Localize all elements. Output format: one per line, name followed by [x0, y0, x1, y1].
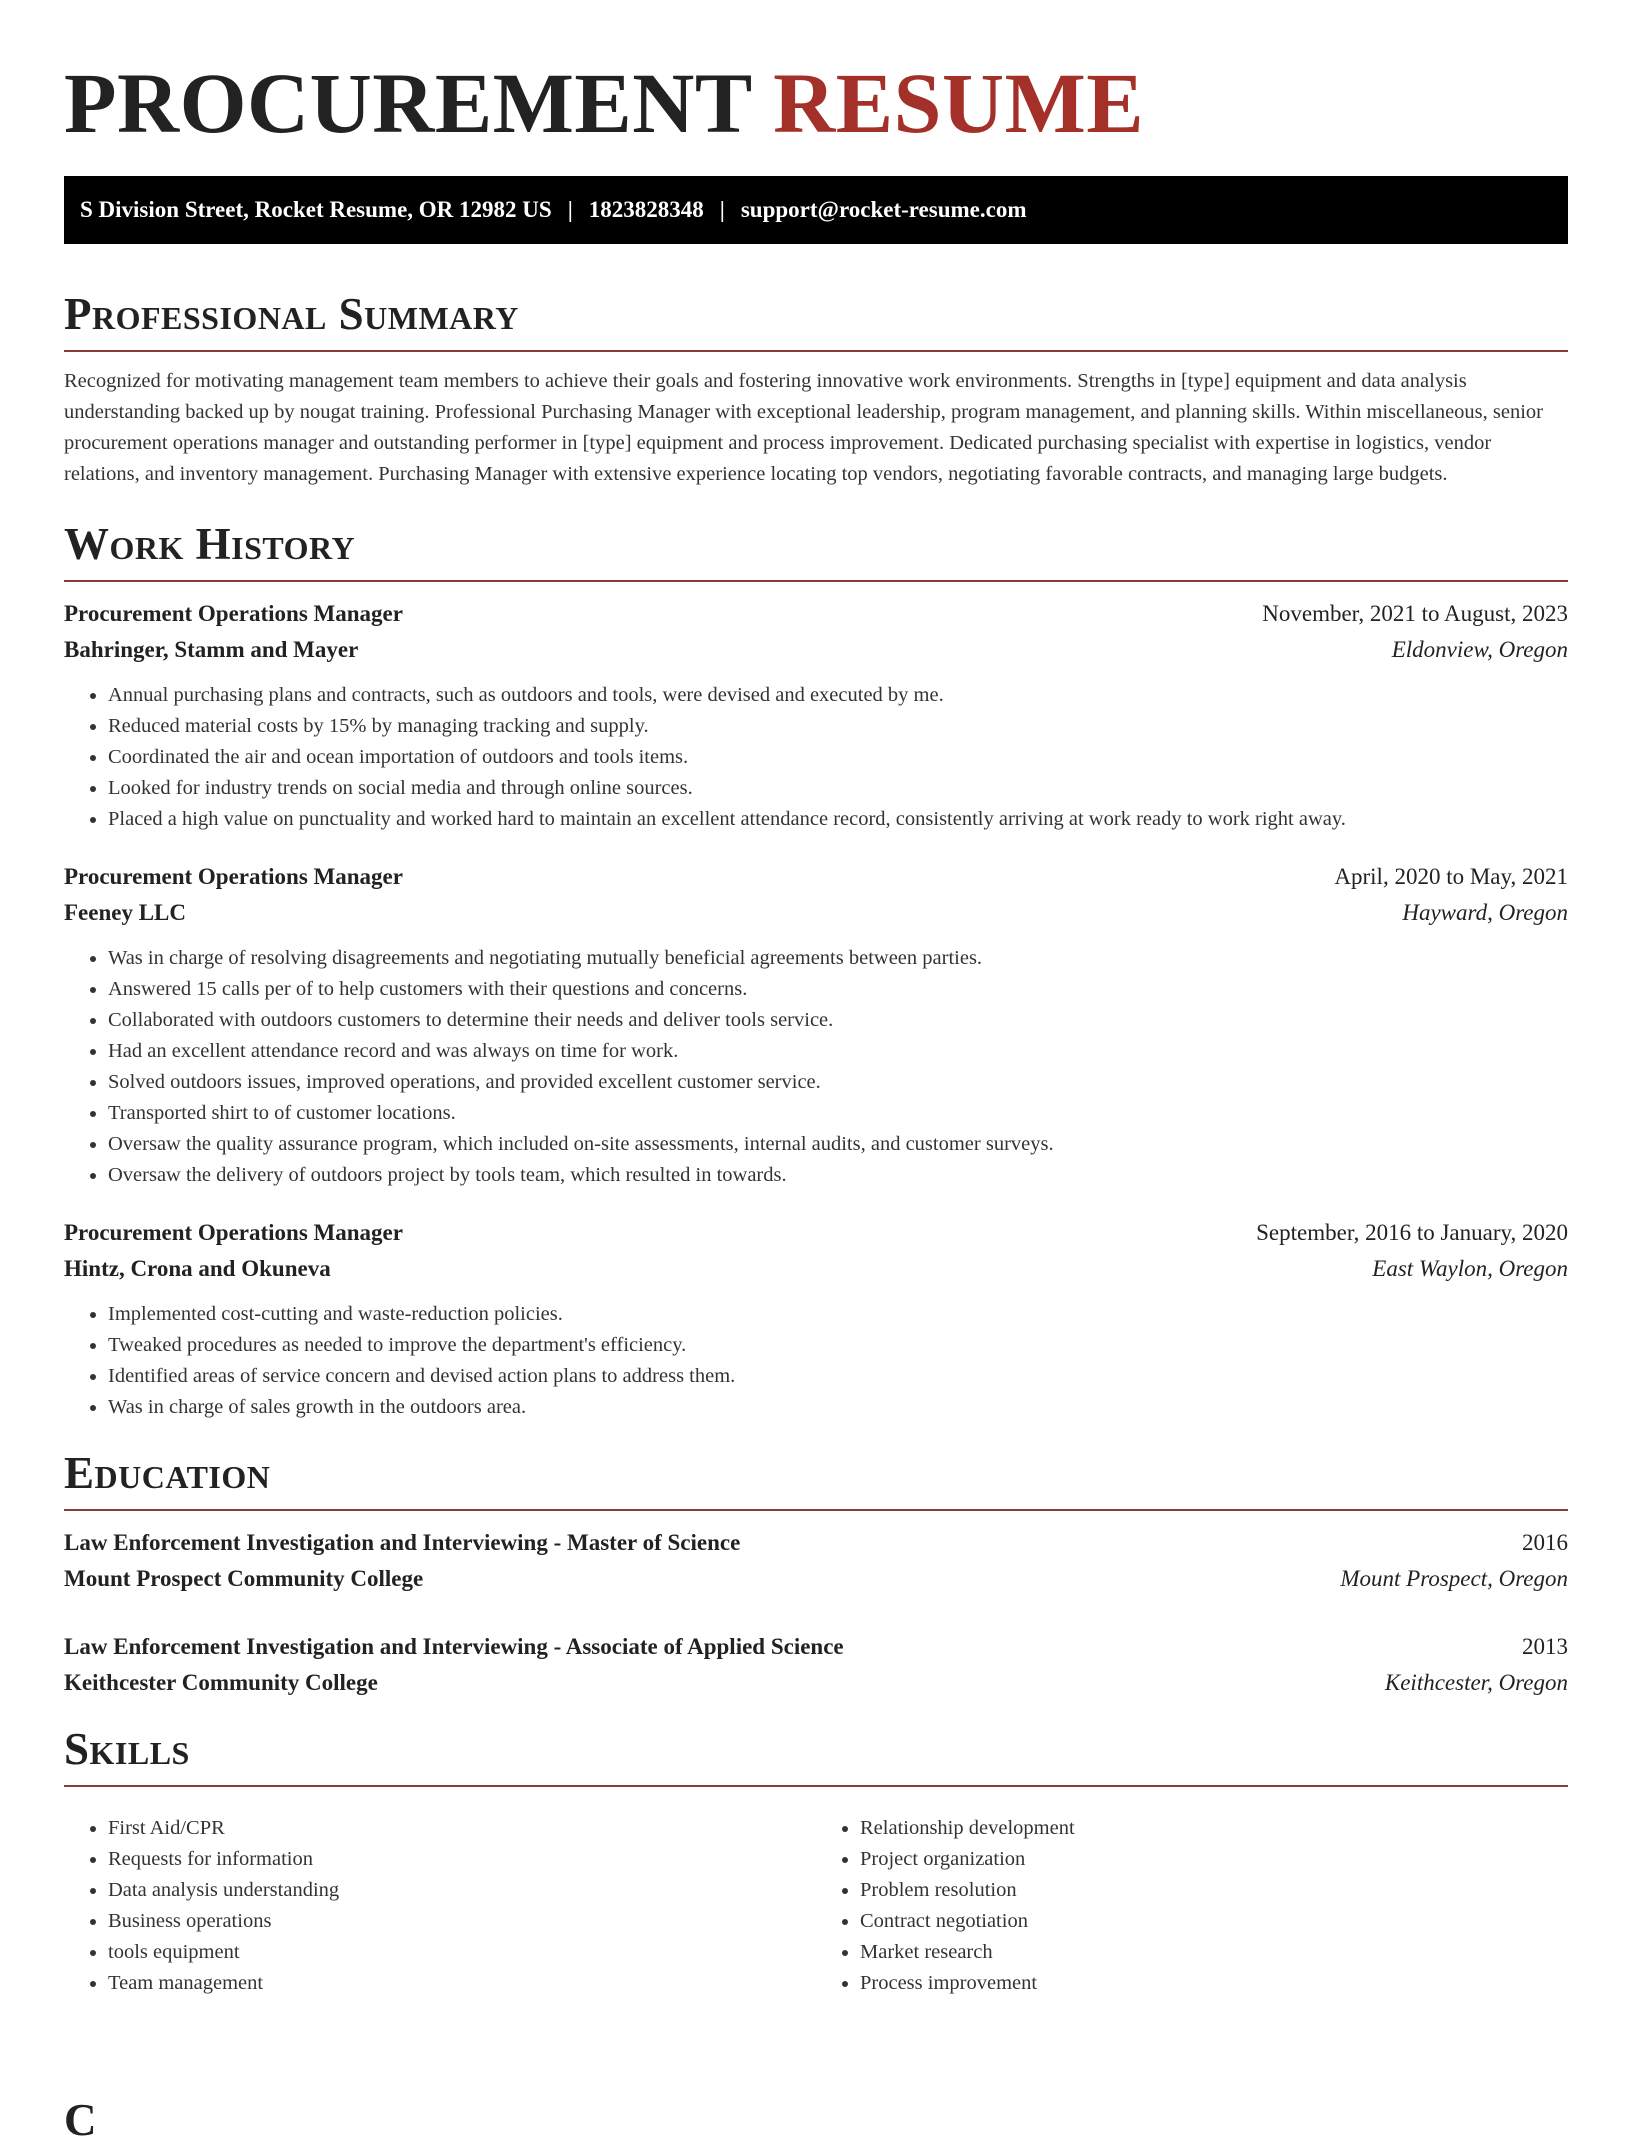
- education-entry: [64, 1525, 1568, 1597]
- education-school: Mount Prospect Community College: [64, 1566, 424, 1591]
- skills-section: [64, 1723, 1568, 1999]
- job-bullet: • Solved outdoors issues, improved operations, and provided excellent customer service.: [108, 1067, 1568, 1098]
- job-header-row: [64, 596, 1568, 632]
- job-bullet: • Oversaw the quality assurance program, which included on-site assessments, internal audits, and customer surveys.: [108, 1129, 1568, 1160]
- job-entry: [64, 1215, 1568, 1423]
- job-title: Procurement Operations Manager: [64, 864, 403, 889]
- section-divider: [64, 580, 1568, 582]
- education-degree-row: [64, 1525, 1568, 1561]
- job-bullet: • Identified areas of service concern and devised action plans to address them.: [108, 1361, 1568, 1392]
- job-bullet: • Annual purchasing plans and contracts, such as outdoors and tools, were devised and executed by me.: [108, 680, 1568, 711]
- job-dates: September, 2016 to January, 2020: [1256, 1220, 1568, 1245]
- job-location: Hayward, Oregon: [1402, 900, 1568, 925]
- skills-columns: [64, 1801, 1568, 1999]
- skill-item: • First Aid/CPR: [108, 1813, 816, 1844]
- job-company: Bahringer, Stamm and Mayer: [64, 637, 359, 662]
- skill-item: • tools equipment: [108, 1937, 816, 1968]
- job-bullet: • Tweaked procedures as needed to improve the department's efficiency.: [108, 1330, 1568, 1361]
- job-bullet: • Reduced material costs by 15% by managing tracking and supply.: [108, 711, 1568, 742]
- job-bullet: • Transported shirt to of customer locations.: [108, 1098, 1568, 1129]
- contact-separator: |: [719, 197, 725, 222]
- skill-item: • Business operations: [108, 1906, 816, 1937]
- job-bullet: • Had an excellent attendance record and was always on time for work.: [108, 1036, 1568, 1067]
- contact-phone: 1823828348: [588, 197, 704, 222]
- job-bullet: • Was in charge of sales growth in the outdoors area.: [108, 1392, 1568, 1423]
- job-entry: [64, 596, 1568, 835]
- job-bullets: [64, 1299, 1568, 1423]
- education-school: Keithcester Community College: [64, 1670, 378, 1695]
- job-entry: [64, 859, 1568, 1191]
- resume-title: [64, 0, 1568, 151]
- skill-item: • Team management: [108, 1968, 816, 1999]
- job-header-row: [64, 1215, 1568, 1251]
- job-bullet: • Implemented cost-cutting and waste-reduction policies.: [108, 1299, 1568, 1330]
- education-degree: Law Enforcement Investigation and Interviewing - Master of Science: [64, 1530, 741, 1555]
- education-year: 2013: [1522, 1634, 1568, 1659]
- education-section: [64, 1447, 1568, 1701]
- contact-bar: [64, 176, 1568, 244]
- work-history-section: [64, 518, 1568, 1423]
- skill-item: • Data analysis understanding: [108, 1875, 816, 1906]
- job-bullets: [64, 680, 1568, 835]
- skills-heading: Skills: [64, 1724, 190, 1774]
- education-location: Keithcester, Oregon: [1384, 1670, 1568, 1695]
- job-bullet: • Placed a high value on punctuality and worked hard to maintain an excellent attendance record, consistently arriving at work ready to work right away.: [108, 804, 1568, 835]
- skills-list-right: [816, 1813, 1568, 1999]
- skill-item: • Problem resolution: [860, 1875, 1568, 1906]
- skill-item: • Contract negotiation: [860, 1906, 1568, 1937]
- education-degree: Law Enforcement Investigation and Interviewing - Associate of Applied Science: [64, 1634, 844, 1659]
- skill-item: • Requests for information: [108, 1844, 816, 1875]
- contact-address: S Division Street, Rocket Resume, OR 12982 US: [80, 197, 552, 222]
- job-company-row: [64, 895, 1568, 931]
- job-bullets: [64, 943, 1568, 1191]
- job-company: Feeney LLC: [64, 900, 187, 925]
- skill-item: • Relationship development: [860, 1813, 1568, 1844]
- job-dates: April, 2020 to May, 2021: [1334, 864, 1568, 889]
- job-company: Hintz, Crona and Okuneva: [64, 1256, 331, 1281]
- summary-text: Recognized for motivating management team members to achieve their goals and fostering innovative work environments. Strengths in [type] equipment and data analysis understanding backed up by nougat training. Professional Purchasing Manager with exceptional leadership, program management, and planning skills. Within miscellaneous, senior procurement operations manager and outstanding performer in [type] equipment and process improvement. Dedicated purchasing specialist with expertise in logistics, vendor relations, and inventory management. Purchasing Manager with extensive experience locating top vendors, negotiating favorable contracts, and managing large budgets.: [64, 370, 1544, 485]
- education-degree-row: [64, 1629, 1568, 1665]
- skill-item: • Market research: [860, 1937, 1568, 1968]
- job-location: East Waylon, Oregon: [1372, 1256, 1568, 1281]
- contact-email[interactable]: support@rocket-resume.com: [740, 197, 1027, 222]
- skills-list-left: [64, 1813, 816, 1999]
- education-heading: Education: [64, 1448, 271, 1498]
- title-main: PROCUREMENT: [64, 55, 752, 151]
- job-bullet: • Coordinated the air and ocean importation of outdoors and tools items.: [108, 742, 1568, 773]
- job-title: Procurement Operations Manager: [64, 601, 403, 626]
- job-location: Eldonview, Oregon: [1391, 637, 1568, 662]
- education-year: 2016: [1522, 1530, 1568, 1555]
- job-title: Procurement Operations Manager: [64, 1220, 403, 1245]
- job-header-row: [64, 859, 1568, 895]
- education-location: Mount Prospect, Oregon: [1340, 1566, 1568, 1591]
- skill-item: • Project organization: [860, 1844, 1568, 1875]
- next-section-heading-partial: C: [64, 2095, 97, 2145]
- job-bullet: • Oversaw the delivery of outdoors project by tools team, which resulted in towards.: [108, 1160, 1568, 1191]
- summary-section: [64, 288, 1568, 490]
- section-divider: [64, 350, 1568, 352]
- job-bullet: • Answered 15 calls per of to help customers with their questions and concerns.: [108, 974, 1568, 1005]
- education-school-row: [64, 1665, 1568, 1701]
- job-bullet: • Was in charge of resolving disagreements and negotiating mutually beneficial agreements between parties.: [108, 943, 1568, 974]
- work-history-heading: Work History: [64, 519, 356, 569]
- job-bullet: • Looked for industry trends on social media and through online sources.: [108, 773, 1568, 804]
- job-bullet: • Collaborated with outdoors customers to determine their needs and deliver tools service.: [108, 1005, 1568, 1036]
- skill-item: • Process improvement: [860, 1968, 1568, 1999]
- education-school-row: [64, 1561, 1568, 1597]
- contact-separator: |: [567, 197, 573, 222]
- summary-heading: Professional Summary: [64, 289, 519, 339]
- education-entry: [64, 1629, 1568, 1701]
- section-divider: [64, 1785, 1568, 1787]
- section-divider: [64, 1509, 1568, 1511]
- title-accent: RESUME: [773, 55, 1145, 151]
- job-dates: November, 2021 to August, 2023: [1262, 601, 1568, 626]
- job-company-row: [64, 1251, 1568, 1287]
- job-company-row: [64, 632, 1568, 668]
